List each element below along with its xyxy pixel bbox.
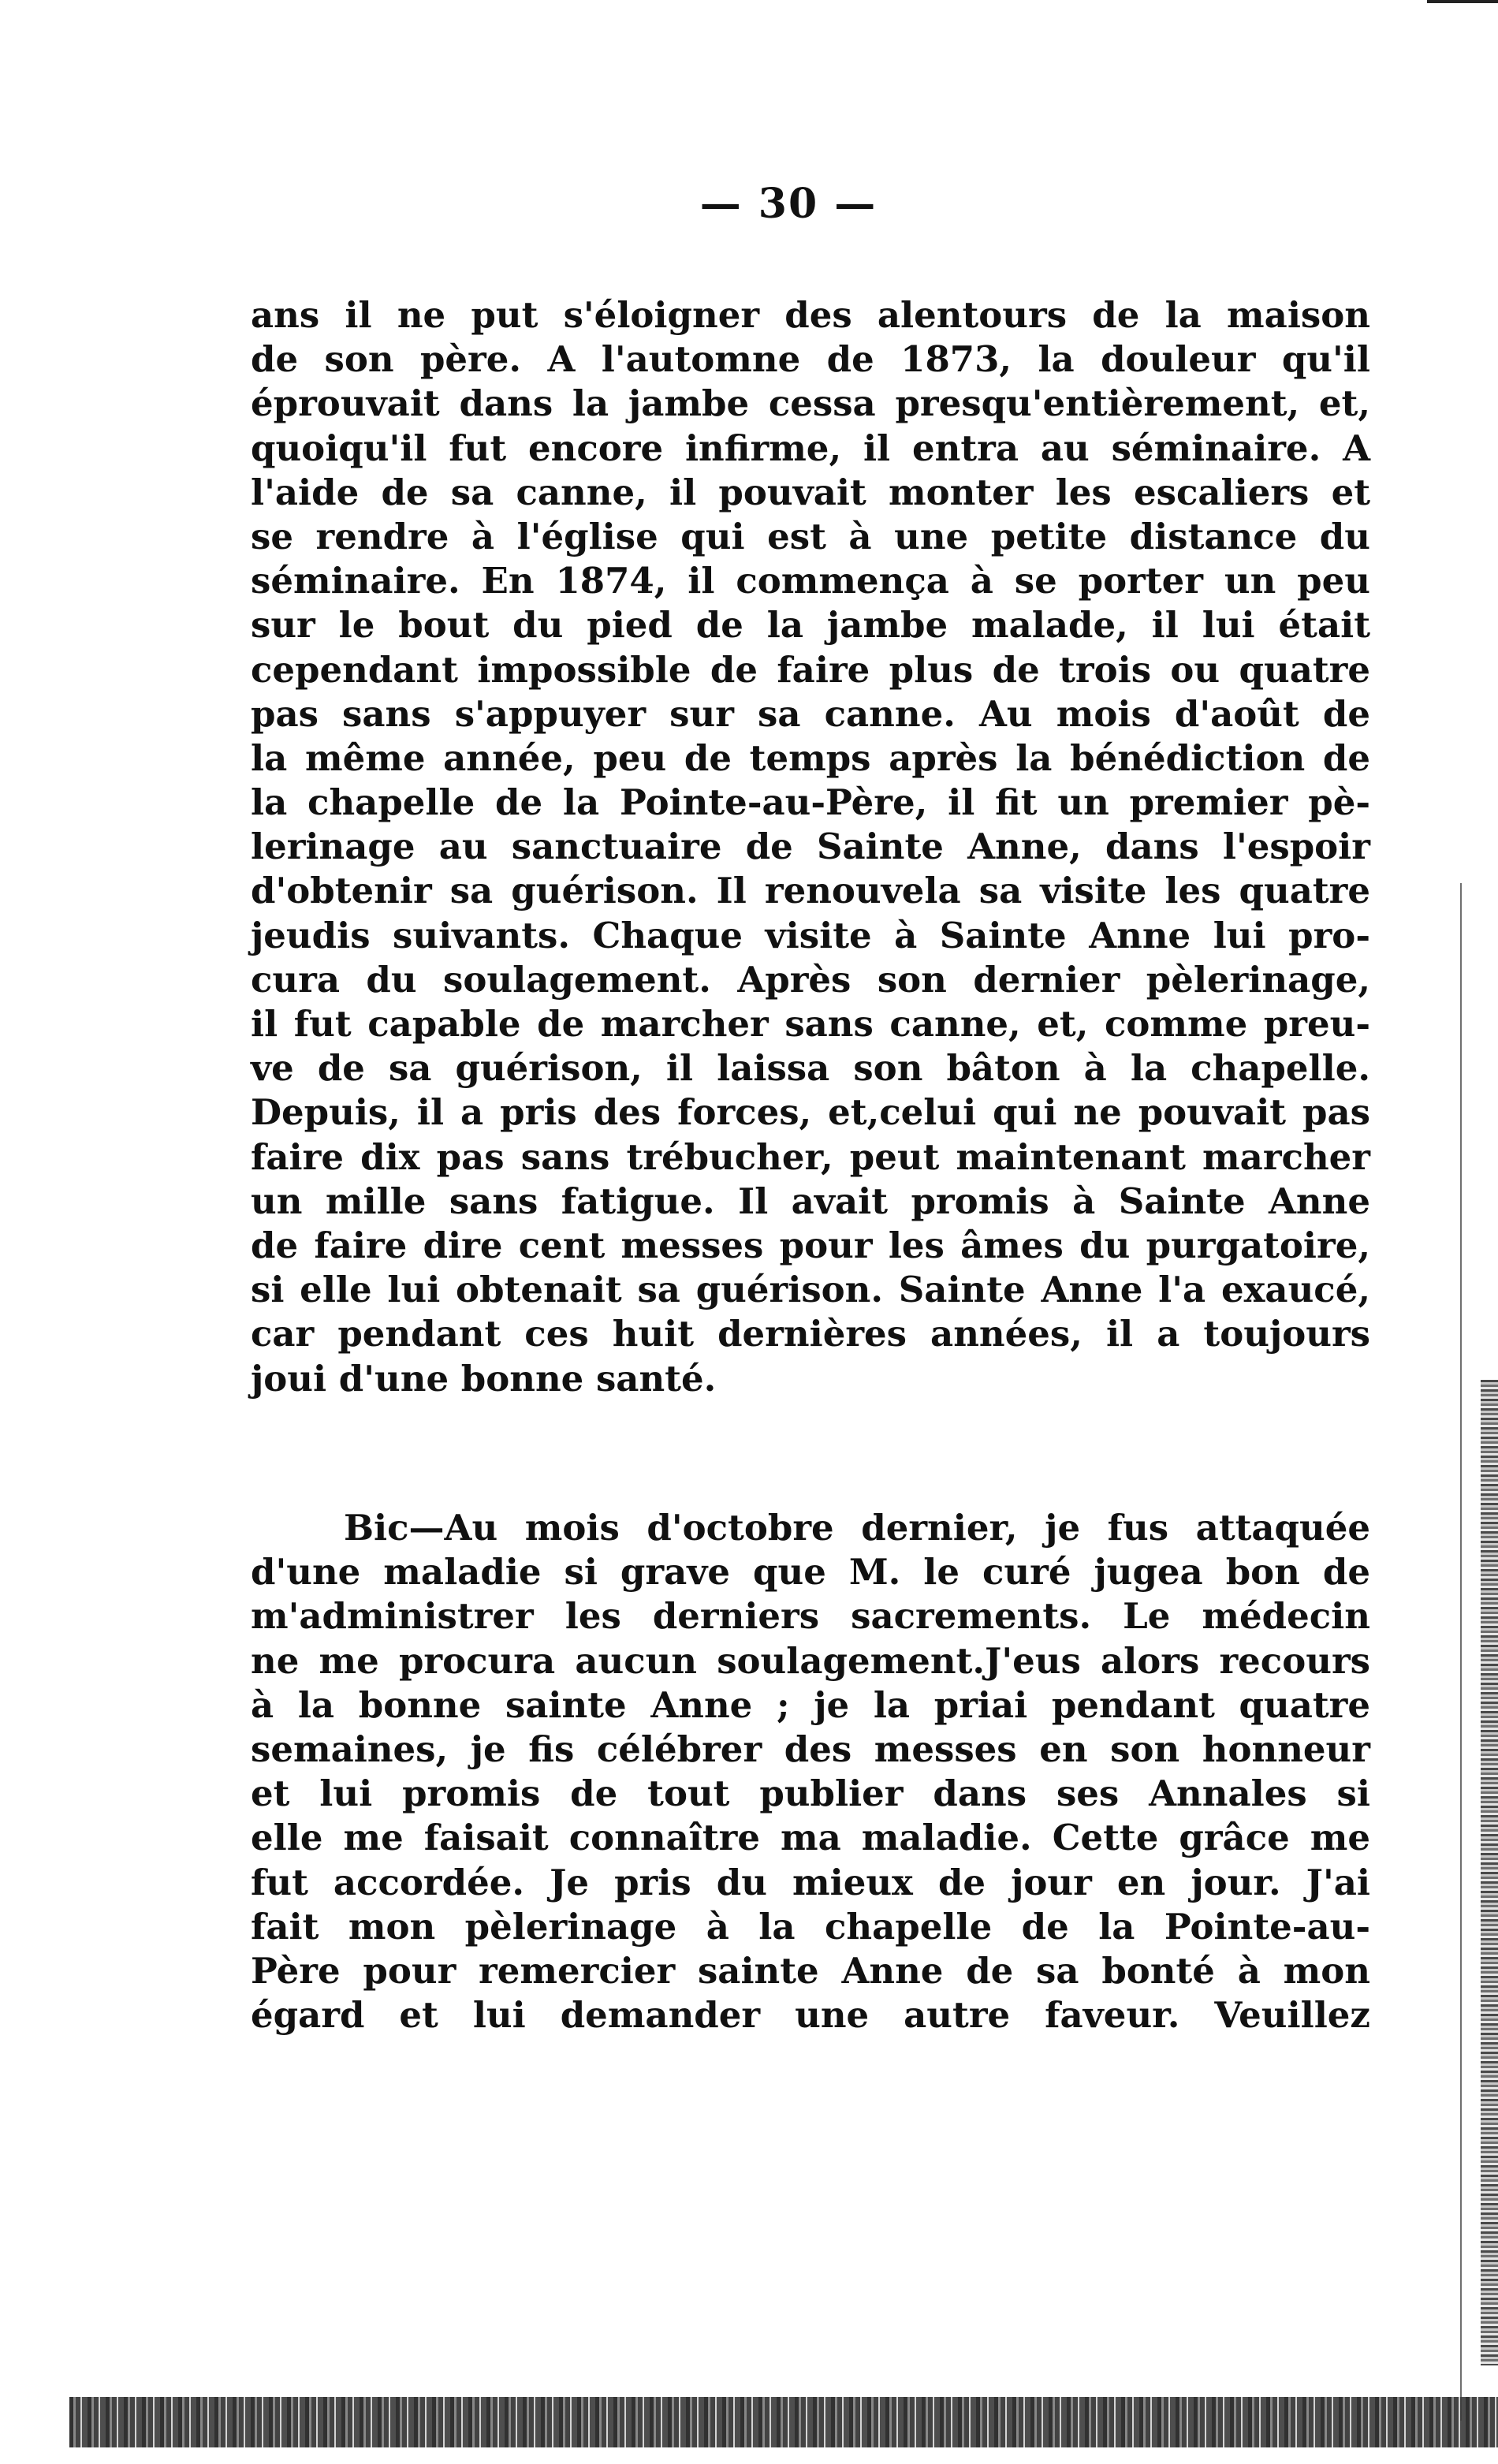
page-edge-line (1460, 883, 1462, 2421)
text-line: lerinage au sanctuaire de Sainte Anne, dans l'espoir (251, 826, 1370, 868)
text-line: cura du soulagement. Après son dernier pèlerinage, (251, 958, 1370, 1001)
text-line: m'administrer les derniers sacrements. Le médecin (251, 1595, 1370, 1638)
text-line: fait mon pèlerinage à la chapelle de la Pointe-au- (251, 1905, 1370, 1948)
text-line: sur le bout du pied de la jambe malade, il lui était (251, 604, 1370, 647)
text-line: à la bonne sainte Anne ; je la priai pendant quatre (251, 1683, 1370, 1726)
text-line: Bic—Au mois d'octobre dernier, je fus attaquée (344, 1507, 1370, 1549)
page-number: — 30 — (699, 180, 878, 228)
page-edge-shadow (1481, 1380, 1498, 2365)
text-line: joui d'une bonne santé. (251, 1357, 717, 1400)
text-line: il fut capable de marcher sans canne, et, comme preu- (251, 1003, 1370, 1045)
text-line: jeudis suivants. Chaque visite à Sainte Anne lui pro- (251, 914, 1370, 956)
scan-bottom-edge (69, 2397, 1498, 2447)
text-line: égard et lui demander une autre faveur. Veuillez (251, 1994, 1370, 2037)
text-line: fut accordée. Je pris du mieux de jour en jour. J'ai (251, 1861, 1370, 1903)
text-line: elle me faisait connaître ma maladie. Cette grâce me (251, 1817, 1370, 1859)
paragraph-1 (251, 293, 1370, 1401)
text-line: la même année, peu de temps après la bénédiction de (251, 736, 1370, 779)
text-line: un mille sans fatigue. Il avait promis à Sainte Anne (251, 1180, 1370, 1222)
text-line: ans il ne put s'éloigner des alentours de la maison (251, 294, 1370, 336)
text-line: d'une maladie si grave que M. le curé jugea bon de (251, 1551, 1370, 1594)
text-line: l'aide de sa canne, il pouvait monter les escaliers et (251, 471, 1370, 513)
text-line: faire dix pas sans trébucher, peut maintenant marcher (251, 1135, 1370, 1178)
text-line: car pendant ces huit dernières années, il a toujours (251, 1313, 1370, 1355)
text-line: séminaire. En 1874, il commença à se porter un peu (251, 560, 1370, 602)
text-line: ne me procura aucun soulagement.J'eus alors recours (251, 1639, 1370, 1682)
text-line: de faire dire cent messes pour les âmes du purgatoire, (251, 1224, 1370, 1266)
text-line: cependant impossible de faire plus de trois ou quatre (251, 648, 1370, 691)
text-line: de son père. A l'automne de 1873, la douleur qu'il (251, 338, 1370, 381)
text-line: et lui promis de tout publier dans ses Annales si (251, 1773, 1370, 1815)
text-line: quoiqu'il fut encore infirme, il entra au séminaire. A (251, 427, 1370, 469)
top-edge-mark (1427, 0, 1498, 3)
text-line: éprouvait dans la jambe cessa presqu'entièrement, et, (251, 382, 1370, 425)
text-line: Depuis, il a pris des forces, et,celui qui ne pouvait pas (251, 1091, 1370, 1134)
text-line: se rendre à l'église qui est à une petite distance du (251, 515, 1370, 557)
text-line: ve de sa guérison, il laissa son bâton à la chapelle. (251, 1047, 1370, 1090)
text-line: pas sans s'appuyer sur sa canne. Au mois d'août de (251, 692, 1370, 735)
text-line: si elle lui obtenait sa guérison. Sainte Anne l'a exaucé, (251, 1269, 1370, 1311)
text-line: d'obtenir sa guérison. Il renouvela sa visite les quatre (251, 870, 1370, 912)
paragraph-2 (251, 1506, 1370, 2037)
text-line: semaines, je fis célébrer des messes en son honneur (251, 1728, 1370, 1770)
text-line: Père pour remercier sainte Anne de sa bonté à mon (251, 1949, 1370, 1992)
text-line: la chapelle de la Pointe-au-Père, il fit un premier pè- (251, 781, 1370, 824)
